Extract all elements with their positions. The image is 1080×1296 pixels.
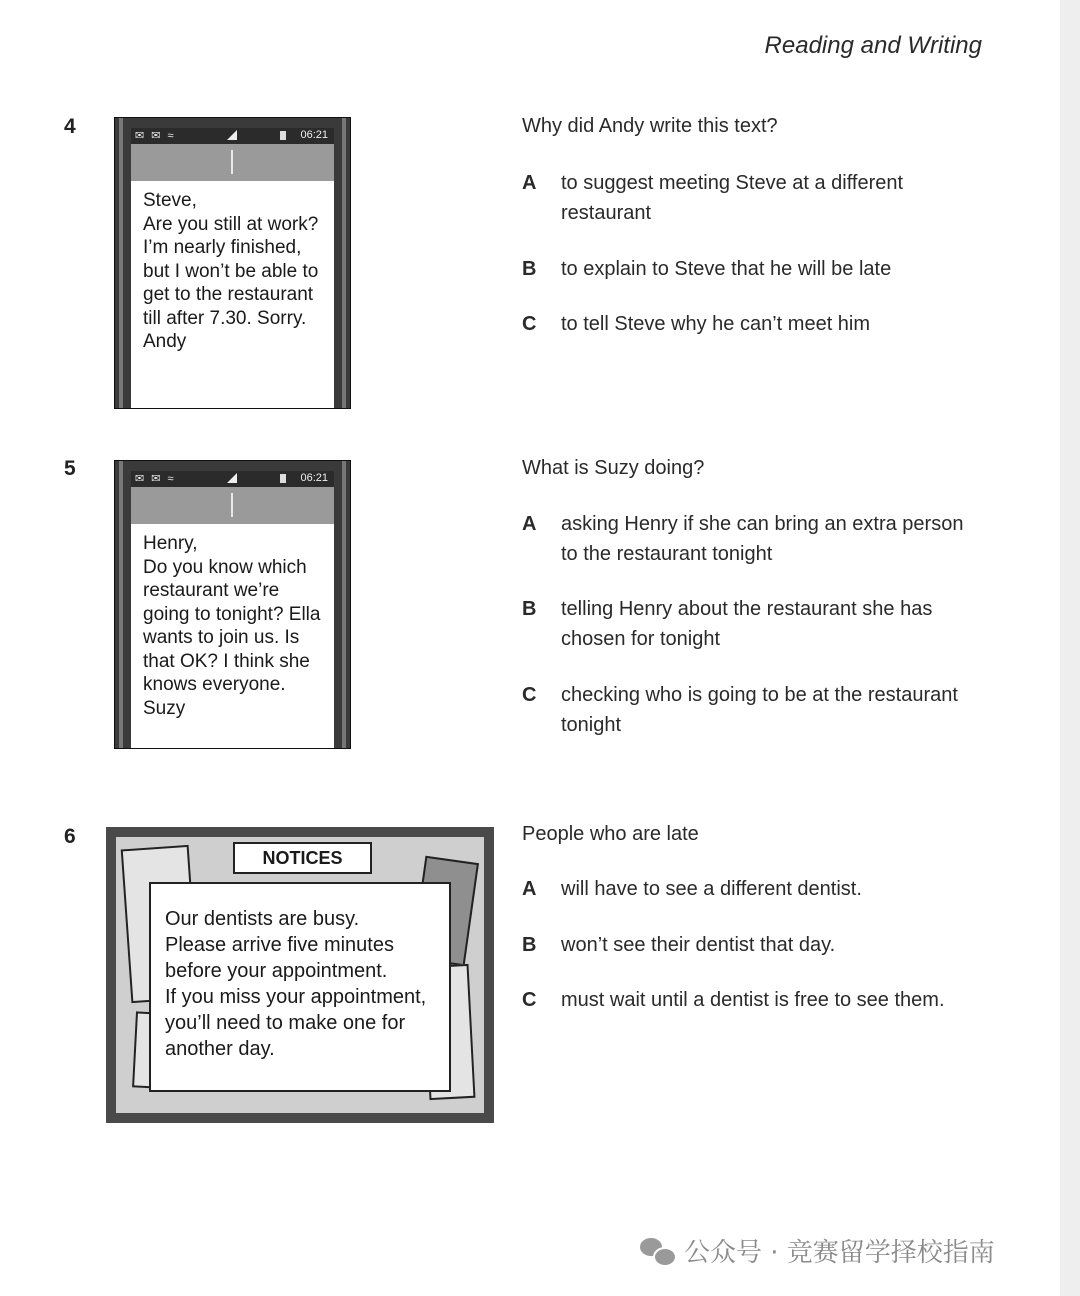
- message-line: Andy: [143, 331, 187, 352]
- battery-icon: [280, 131, 286, 140]
- battery-icon: [280, 474, 286, 483]
- option-text: checking who is going to be at the restaurant tonight: [561, 684, 958, 736]
- option-b[interactable]: [522, 594, 972, 654]
- notice-line: Please arrive five minutes: [165, 934, 394, 956]
- phone-message-q4: [114, 117, 351, 409]
- message-line: but I won’t be able to: [143, 260, 319, 282]
- phone-status-bar: [131, 128, 334, 144]
- wechat-icon: [640, 1238, 674, 1266]
- question-prompt: Why did Andy write this text?: [522, 115, 778, 137]
- option-letter: B: [522, 258, 537, 280]
- notice-line: you’ll need to make one for: [165, 1012, 406, 1034]
- option-text: to suggest meeting Steve at a different restaurant: [561, 172, 904, 224]
- message-line: Are you still at work?: [143, 213, 319, 235]
- option-a[interactable]: [522, 874, 972, 904]
- option-letter: A: [522, 513, 537, 535]
- phone-status-bar: [131, 471, 334, 487]
- watermark-text: 公众号 · 竞赛留学择校指南: [684, 1238, 995, 1268]
- option-letter: C: [522, 684, 537, 706]
- question-number: 4: [64, 115, 76, 138]
- option-c[interactable]: [522, 985, 972, 1015]
- message-line: get to the restaurant: [143, 284, 314, 305]
- message-line: going to tonight? Ella: [143, 603, 321, 625]
- section-title: Reading and Writing: [764, 32, 982, 59]
- message-line: Suzy: [143, 697, 186, 719]
- notice-line: If you miss your appointment,: [165, 986, 427, 1008]
- option-text: won’t see their dentist that day.: [561, 934, 836, 956]
- notice-line: before your appointment.: [165, 960, 388, 982]
- option-letter: B: [522, 598, 537, 620]
- option-c[interactable]: [522, 680, 972, 740]
- question-prompt: What is Suzy doing?: [522, 457, 705, 479]
- clock: 06:21: [300, 129, 328, 141]
- text-message: [131, 524, 334, 748]
- notice-text: [149, 882, 451, 1092]
- watermark: [640, 1232, 995, 1269]
- notice-line: another day.: [165, 1038, 275, 1060]
- option-b[interactable]: [522, 930, 972, 960]
- phone-toolbar: [131, 144, 334, 181]
- option-text: to explain to Steve that he will be late: [561, 258, 892, 280]
- notice-board: [106, 827, 494, 1123]
- option-letter: C: [522, 989, 537, 1011]
- option-b[interactable]: [522, 254, 972, 284]
- message-line: till after 7.30. Sorry.: [143, 307, 307, 329]
- text-message: [131, 181, 334, 408]
- message-line: that OK? I think she: [143, 650, 310, 672]
- phone-toolbar: [131, 487, 334, 524]
- option-text: to tell Steve why he can’t meet him: [561, 313, 871, 335]
- option-a[interactable]: [522, 168, 972, 228]
- option-letter: B: [522, 934, 537, 956]
- option-a[interactable]: [522, 509, 972, 569]
- option-c[interactable]: [522, 309, 972, 339]
- question-prompt: People who are late: [522, 823, 699, 845]
- notice-title: NOTICES: [233, 842, 372, 874]
- option-text: will have to see a different dentist.: [561, 878, 862, 900]
- clock: 06:21: [300, 472, 328, 484]
- option-letter: A: [522, 878, 537, 900]
- signal-icon: [227, 473, 237, 483]
- notice-line: Our dentists are busy.: [165, 908, 360, 930]
- option-text: must wait until a dentist is free to see them.: [561, 989, 945, 1011]
- question-number: 6: [64, 825, 76, 848]
- message-line: wants to join us. Is: [143, 627, 300, 648]
- option-text: telling Henry about the restaurant she has chosen for tonight: [561, 598, 933, 650]
- notification-icons: ✉ ✉ ≈: [135, 130, 176, 142]
- message-line: Henry,: [143, 533, 198, 554]
- option-text: asking Henry if she can bring an extra person to the restaurant tonight: [561, 513, 964, 565]
- question-number: 5: [64, 457, 76, 480]
- message-line: knows everyone.: [143, 674, 286, 695]
- option-letter: C: [522, 313, 537, 335]
- message-line: restaurant we’re: [143, 580, 280, 601]
- message-line: I’m nearly finished,: [143, 237, 302, 258]
- message-line: Do you know which: [143, 556, 307, 578]
- option-letter: A: [522, 172, 537, 194]
- phone-message-q5: [114, 460, 351, 749]
- notification-icons: ✉ ✉ ≈: [135, 473, 176, 485]
- page-edge: [1060, 0, 1080, 1296]
- signal-icon: [227, 130, 237, 140]
- message-line: Steve,: [143, 190, 197, 211]
